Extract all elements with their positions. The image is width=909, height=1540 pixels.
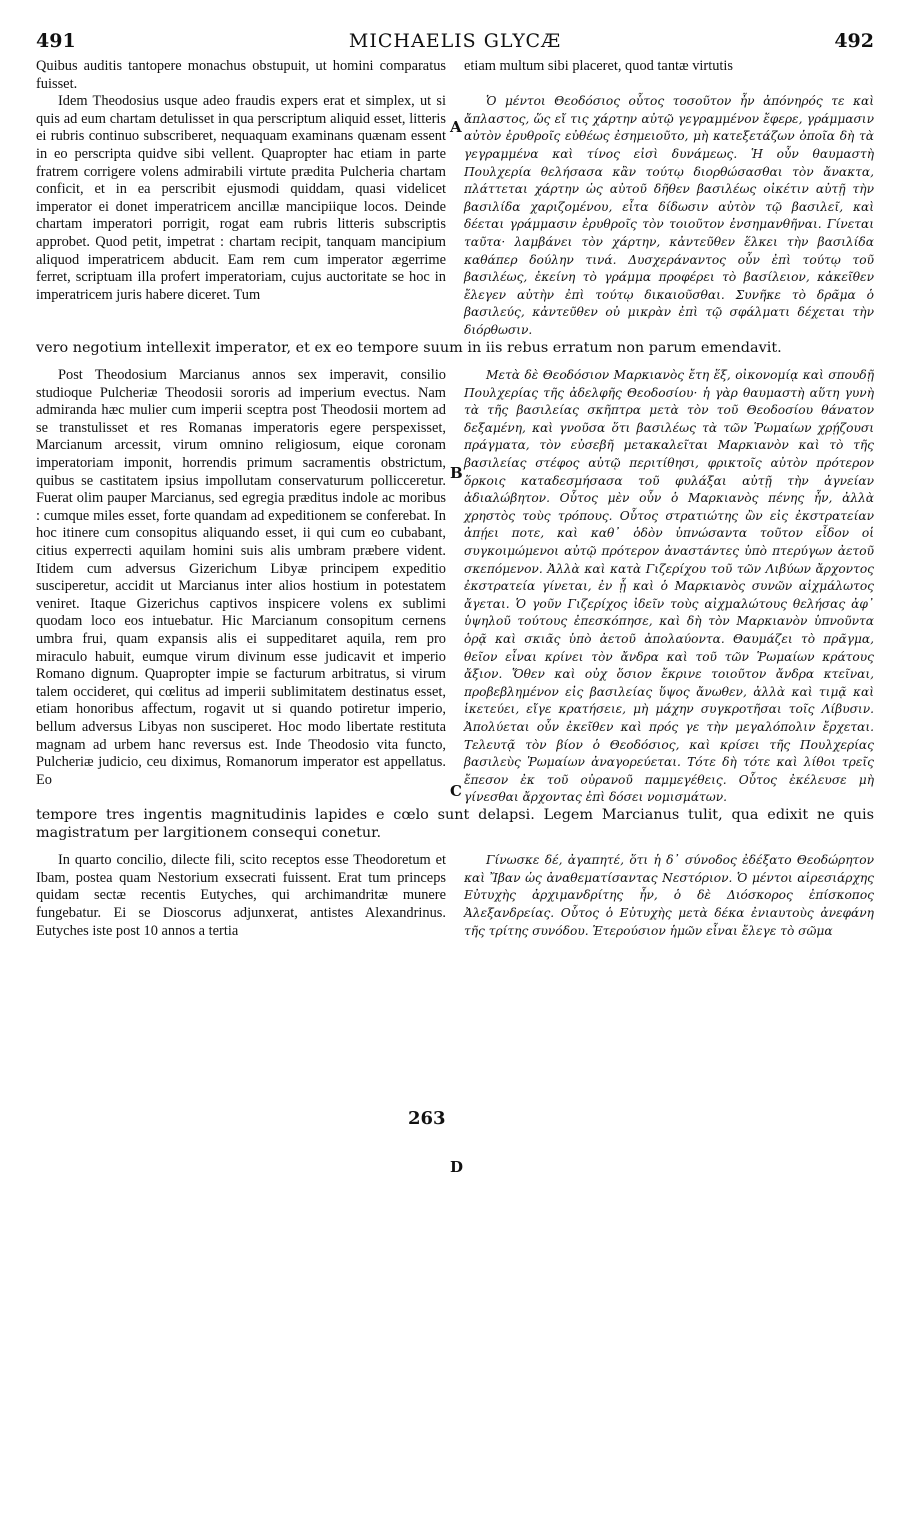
text-block-1 [36, 58, 874, 93]
latin-continuation: etiam multum sibi placeret, quod tantæ virtutis [464, 58, 733, 74]
margin-marker-b: B [450, 464, 463, 482]
latin-column [36, 367, 446, 807]
latin-paragraph: In quarto concilio, dilecte fili, scito receptos esse Theodoretum et Ibam, postea quam Nestorium exsecrati fuissent. Erat tum princeps quidam sectæ recentis Eutyches, qui archimandritæ munere fungebatur. Ei se Dioscorus adjunxerat, antistes Alexandrinus. Eutyches iste post 10 annos a tertia [36, 852, 446, 939]
latin-column [36, 58, 446, 93]
latin-column [36, 852, 446, 940]
greek-paragraph: Ὁ μέντοι Θεοδόσιος οὗτος τοσοῦτον ἦν ἀπόνηρός τε καὶ ἄπλαστος, ὥς εἴ τις χάρτην αὐτῷ γεγραμμένον ἔφερε, γράμμασιν αὐτὸν ἐρυθροῖς εὐθέως ἐσημειοῦτο, μὴ κατεξετάζων ὁποῖα δὴ τὰ γεγραμμένα καὶ τίνος εἰσὶ δυνάμεως. Ἡ οὖν θαυμαστὴ Πουλχερία θελήσασα κἂν τούτῳ διορθώσασθαι τὸν ἄνακτα, πλάττεται χάρτην ὡς αὐτοῦ δῆθεν βασιλέως οἰκέτιν αὐτῇ τὴν βασιλίδα χαριζομένου, εἶτα δίδωσιν αὐτὸν τῷ βασιλεῖ, καὶ δέεται γράμμασιν ἐρυθροῖς τὸν τοιοῦτον ἐνσημανθῆναι. Γίνεται ταῦτα· λαμβάνει τὸν χάρτην, κἀντεῦθεν ἕλκει τὴν βασιλίδα καθάπερ δούλην τινά. Δυσχεράναντος οὖν ἐπὶ τούτῳ τοῦ βασιλέως, ἐκείνη τὸ γράμμα προφέρει τὸ βασίλειον, κἀκεῖθεν ἔλεγεν αὐτὴν ἐπὶ τούτῳ δικαιοῦσθαι. Συνῆκε τὸ δρᾶμα ὁ βασιλεύς, κἀντεῦθεν οὐ μικρὰν ἐπὶ τῷ σφάλματι δέχεται τὴν διόρθωσιν. [464, 94, 874, 337]
greek-column [464, 58, 874, 93]
text-block-3 [36, 367, 874, 807]
margin-marker-d: D [450, 1158, 464, 1176]
page-number-right: 492 [834, 30, 874, 52]
latin-column [36, 93, 446, 339]
page-number-left: 491 [36, 30, 76, 52]
greek-column [464, 367, 874, 807]
greek-column [464, 93, 874, 339]
margin-marker-c: C [450, 782, 462, 800]
running-title: MICHAELIS GLYCÆ [348, 30, 562, 52]
full-width-line [36, 340, 874, 358]
column-number: 263 [408, 1108, 446, 1129]
latin-paragraph: Idem Theodosius usque adeo fraudis expers erat et simplex, ut si quis ad eum chartam detulisset in qua perscriptum aliquid esset, litteris ei rubris continuo subscriberet, nequaquam examinans quænam essent in eo perscripta quidve sibi vellent. Quapropter hac etiam in parte fratrem corrigere volens admirabili virtute prædita Pulcheria chartam conficit, et in ea perscribit ejusmodi quiddam, quasi videlicet imperator ei donet imperatricem ancillæ mancipiique locos. Deinde chartam imperatori porrigit, rogat eam rubris litteris subscriptis approbet. Quod petit, impetrat : chartam recipit, tanquam mancipium aliquod imperatricem abducit. Eam rem cum imperator ægerrime ferret, scriptuam illa profert imperatoriam, cujus auctoritate se hoc in imperatricem juris habere diceret. Tum [36, 93, 446, 303]
margin-marker-a: A [450, 118, 462, 136]
latin-paragraph: Quibus auditis tantopere monachus obstupuit, ut homini comparatus fuisset. [36, 58, 446, 92]
greek-paragraph: Γίνωσκε δέ, ἀγαπητέ, ὅτι ἡ δ᾽ σύνοδος ἐδέξατο Θεοδώρητον καὶ Ἴβαν ὡς ἀναθεματίσαντας Νεστόριον. Ὁ μέντοι αἱρεσιάρχης Εὐτυχὴς ἀρχιμανδρίτης ἦν, ὁ δὲ Διόσκορος ἐπίσκοπος Ἀλεξανδρείας. Οὗτος ὁ Εὐτυχὴς μετὰ δέκα ἐνιαυτοὺς ἀνεφάνη τῆς τρίτης συνόδου. Ἑτερούσιον ἡμῶν εἶναι ἔλεγε τὸ σῶμα [464, 853, 874, 938]
greek-paragraph: Μετὰ δὲ Θεοδόσιον Μαρκιανὸς ἔτη ἕξ, οἰκονομίᾳ καὶ σπουδῇ Πουλχερίας τῆς ἀδελφῆς Θεοδοσίου· ἡ γὰρ θαυμαστὴ αὕτη γυνὴ τὰ τῆς βασιλείας σκῆπτρα μετὰ τὸν τοῦ Θεοδοσίου θάνατον δεξαμένη, καὶ γνοῦσα ὅτι βασιλέως τὰ τῶν Ῥωμαίων χρῄζουσι πράγματα, τὸν εὐσεβῆ μετακαλεῖται Μαρκιανὸν καὶ τὸ τῆς βασιλείας στέφος αὐτῷ περιτίθησι, φρικτοῖς αὐτὸν πρότερον ὅρκοις καταδεσμήσασα τοῦ φυλάξαι αὐτῇ τὴν ἁγνείαν ἀδιαλώβητον. Οὗτος μὲν οὖν ὁ Μαρκιανὸς πένης ἦν, ἀλλὰ χρηστὸς τοὺς τρόπους. Οὗτος στρατιώτης ὢν εἰς ἐκστρατείαν ἀπῄει ποτε, καὶ καθ᾽ ὁδὸν ὑπνώσαντα τοῦτον εἶδον οἱ συγκοιμώμενοι αὐτῷ πρότερον ἀναστάντες ὑπὸ πτερύγων ἀετοῦ σκεπόμενον. Ἀλλὰ καὶ κατὰ Γιζερίχου τοῦ τῶν Λιβύων ἄρχοντος ἐκστρατεία γίνεται, ἐν ᾗ καὶ ὁ Μαρκιανὸς συνῶν αἰχμάλωτος ἄγεται. Ὁ γοῦν Γιζερίχος ἰδεῖν τοὺς αἰχμαλώτους θελήσας ἀφ᾽ ὑψηλοῦ τούτους ἐπεσκόπησε, καὶ δὴ τὸν Μαρκιανὸν ὑπνοῦντα ὁρᾷ καὶ σκιᾶς ὑπὸ ἀετοῦ ἀπολαύοντα. Θαυμάζει τὸ πρᾶγμα, θεῖον εἶναι κρίνει τὸν ἄνδρα καὶ τοῦ τῶν Ῥωμαίων κράτους ἄξιον. Ὅθεν καὶ οὐχ ὅσιον ἔκρινε τοιοῦτον ἄνδρα κτεῖναι, προβεβλημένον εἰς βασιλείας ὕψος ἄνωθεν, ἀλλὰ καὶ τιμᾷ καὶ ἱκετεύει, εἴγε κρατήσειε, μὴ μάχην συγκροτῆσαι τοῖς Λίβυσιν. Ἀπολύεται οὖν ἐκεῖθεν καὶ πρός γε τὴν μεγαλόπολιν ἔρχεται. Τελευτᾷ τὸν βίον ὁ Θεοδόσιος, καὶ κρίσει τῆς Πουλχερίας βασιλεὺς Ῥωμαίων ἀναγορεύεται. Τότε δὴ τότε καὶ λίθοι τρεῖς ἔπεσον ἐκ τοῦ οὐρανοῦ παμμεγέθεις. Οὗτος ἐκέλευσε μὴ γίνεσθαι ἄρχοντας ἐπὶ δόσει νομισμάτων. [464, 368, 874, 805]
full-width-line [36, 807, 874, 842]
running-header [36, 30, 874, 58]
greek-column [464, 852, 874, 940]
text-block-4 [36, 852, 874, 940]
full-width-text: vero negotium intellexit imperator, et ex eo tempore suum in iis rebus erratum non parum emendavit. [36, 339, 782, 356]
latin-paragraph: Post Theodosium Marcianus annos sex imperavit, consilio studioque Pulcheriæ Theodosii sororis ad imperium evectus. Nam admiranda hæc mulier cum imperii sceptra post Theodosii mortem ad se transtulisset et res Romanas imperatoris egere perspexisset, Marcianum arcessit, virum omnino religiosum, eique coronam imperatoriam imponit, horrendis primum sacramentis obstrictum, quibus se castitatem ipsius impollutam conservaturum pollicceretur. Fuerat olim pauper Marcianus, sed egregia præditus indole ac moribus : cumque miles esset, forte quandam ad expeditionem se conferebat. In hoc itinere cum consopitus aliquando esset, ii qui cum eo cubabant, citius experrecti aquilam homini suis alis umbram præbere vident. Itidem cum adversus Gizerichum Libyæ principem expeditio susciperetur, accidit ut Marcianus inter alios hostium in potestatem veniret. Itaque Gizerichus captivos inspicere volens ex sublimi quodam loco eos intuebatur. Hic Marcianum consopitum cernens umbra frui, quam expansis alis ei suppeditaret aquila, rem pro miraculo habuit, eumque virum divinum esse judicavit et imperio Romano dignum. Quapropter impie se facturum arbitratus, si virum talem occideret, qui cœlitus ad imperii sublimitatem destinatus esset, etiam honoribus affectum, rogavit ut si quando potiretur imperio, bellum adversus Libyas non susciperet. Hoc modo libertate restituta magnam ad urbem hanc reversus est. Inde Theodosio vita functo, Pulcheriæ judicio, ceu diximus, Romanorum imperator est appellatus. Eo [36, 367, 446, 788]
full-width-text: tempore tres ingentis magnitudinis lapides e cœlo sunt delapsi. Legem Marcianus tulit, qua edixit ne quis magistratum per largitionem consequi conetur. [36, 806, 874, 841]
page [36, 30, 874, 1510]
